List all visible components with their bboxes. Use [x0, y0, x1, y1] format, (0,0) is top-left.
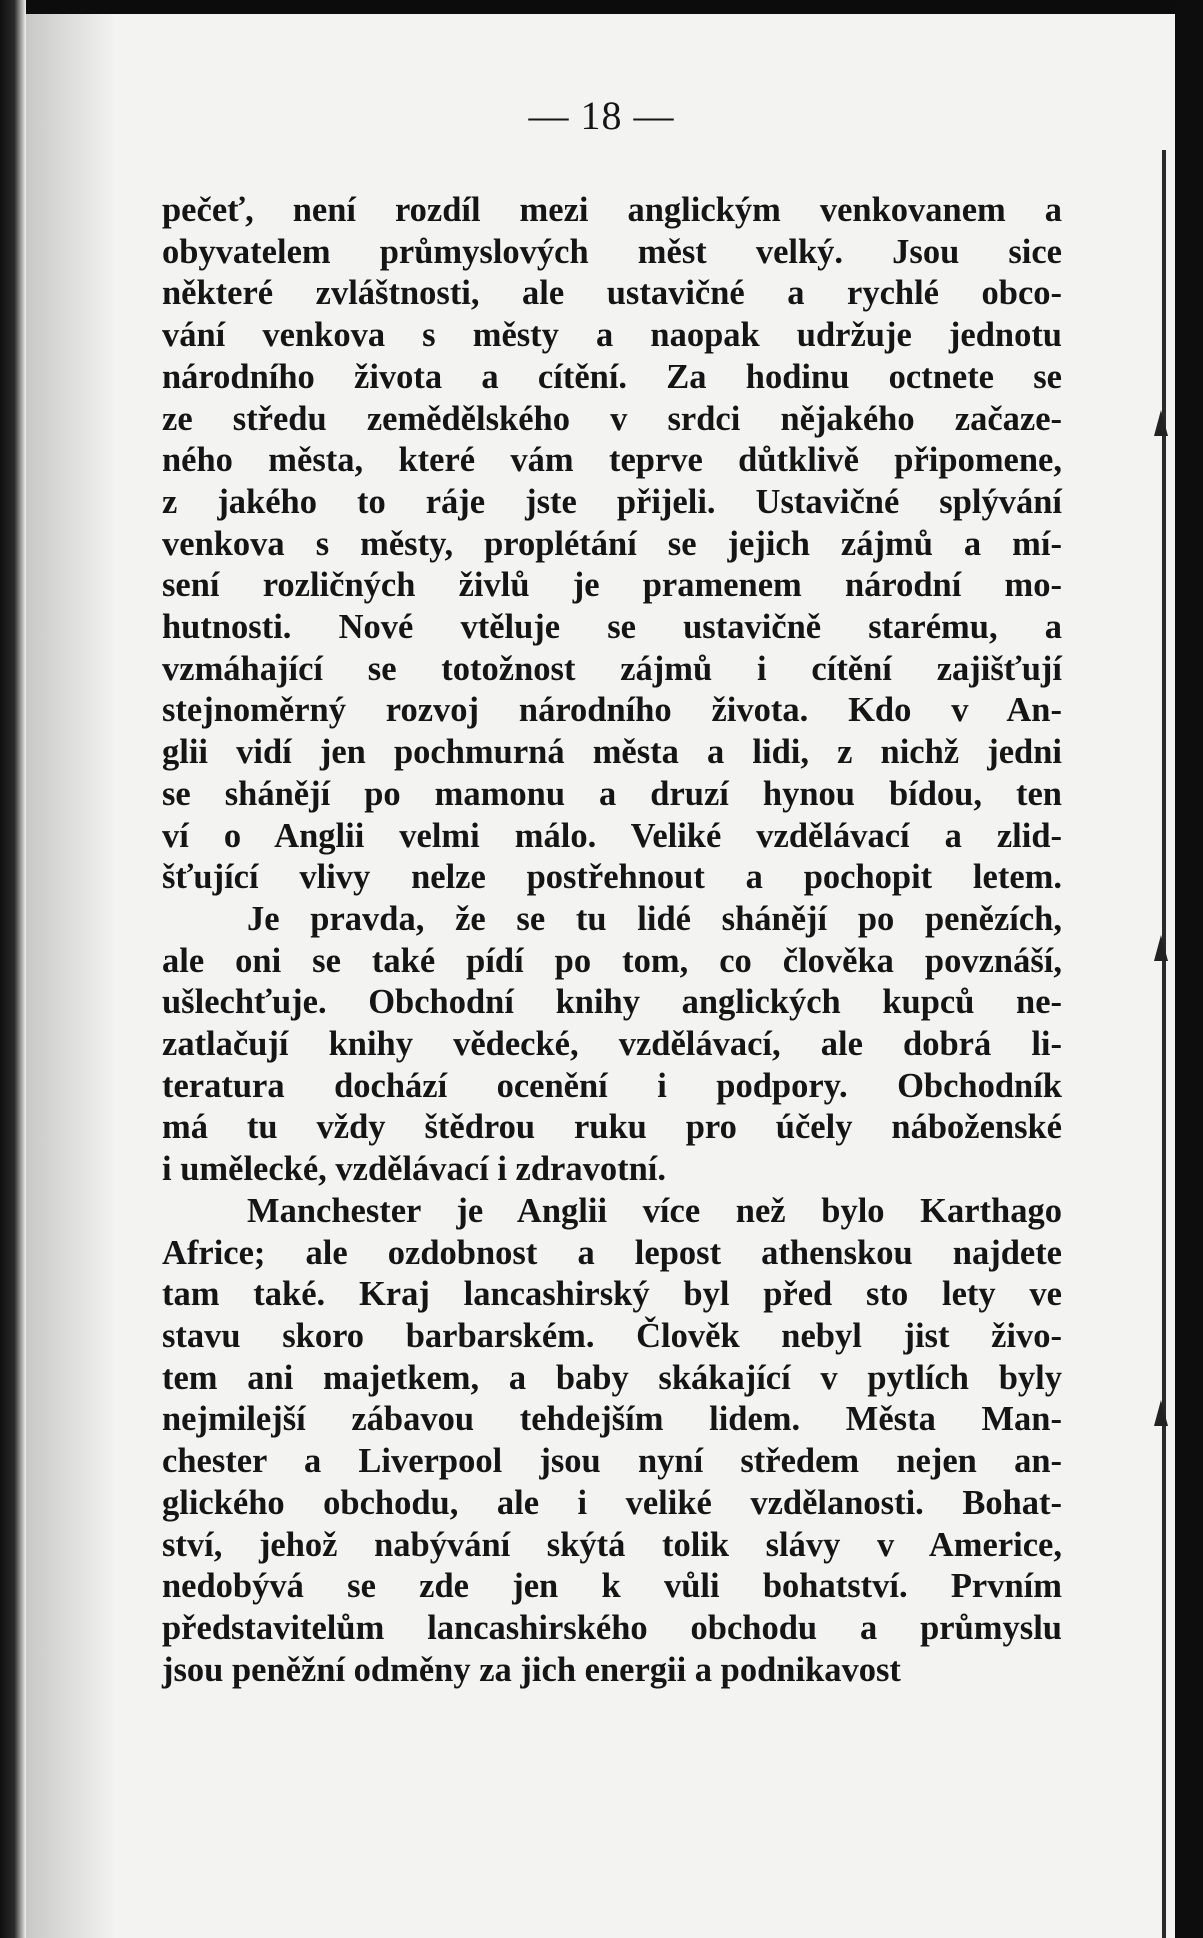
text-line: ušlechťuje. Obchodní knihy anglických kupců ne- — [162, 983, 1062, 1022]
text-line: představitelům lancashirského obchodu a průmyslu — [162, 1608, 1062, 1647]
text-line: ale oni se také pídí po tom, co člověka povznáší, — [162, 941, 1062, 980]
text-line: hutnosti. Nové vtěluje se ustavičně starému, a — [162, 608, 1062, 647]
text-line: Manchester je Anglii více než bylo Karthago — [247, 1191, 1062, 1230]
text-line: se shánějí po mamonu a druzí hynou bídou, ten — [162, 774, 1062, 813]
text-line: tem ani majetkem, a baby skákající v pytlích byly — [162, 1358, 1062, 1397]
text-line: tam také. Kraj lancashirský byl před sto lety ve — [162, 1275, 1062, 1314]
text-line: ství, jehož nabývání skýtá tolik slávy v Americe, — [162, 1525, 1062, 1564]
text-line: stejnoměrný rozvoj národního života. Kdo v An- — [162, 691, 1062, 730]
text-line: nejmilejší zábavou tehdejším lidem. Města Man- — [162, 1400, 1062, 1439]
text-line: vzmáhající se totožnost zájmů i cítění zajišťují — [162, 649, 1062, 688]
scan-edge-top — [0, 0, 1203, 14]
text-line: šťující vlivy nelze postřehnout a pochopit letem. — [162, 858, 1062, 897]
text-line: vání venkova s městy a naopak udržuje jednotu — [162, 316, 1062, 355]
text-line: obyvatelem průmyslových měst velký. Jsou sice — [162, 232, 1062, 271]
text-line: Je pravda, že se tu lidé shánějí po penězích, — [247, 899, 1062, 938]
text-line: venkova s městy, proplétání se jejich zájmů a mí- — [162, 524, 1062, 563]
text-line: pečeť, není rozdíl mezi anglickým venkovanem a — [162, 191, 1062, 229]
text-line: chester a Liverpool jsou nyní středem nejen an- — [162, 1442, 1062, 1481]
text-line: ného města, které vám teprve důtklivě připomene, — [162, 441, 1062, 480]
text-line: nedobývá se zde jen k vůli bohatství. Prvním — [162, 1567, 1062, 1606]
text-line: stavu skoro barbarském. Člověk nebyl jist živo- — [162, 1316, 1062, 1355]
text-line: glického obchodu, ale i veliké vzdělanosti. Bohat- — [162, 1483, 1062, 1522]
text-line: některé zvláštnosti, ale ustavičné a rychlé obco- — [162, 274, 1062, 313]
text-line: z jakého to ráje jste přijeli. Ustavičné splývání — [162, 482, 1062, 521]
text-line: jsou peněžní odměny za jich energii a podnikavost — [162, 1650, 901, 1689]
text-line: Africe; ale ozdobnost a lepost athenskou najdete — [162, 1233, 1062, 1272]
text-line: ze středu zemědělského v srdci nějakého začaze- — [162, 399, 1062, 438]
page-shadow — [26, 14, 116, 1938]
text-line: národního života a cítění. Za hodinu octnete se — [162, 357, 1062, 396]
text-line: teratura dochází ocenění i podpory. Obchodník — [162, 1066, 1062, 1105]
text-line: sení rozličných živlů je pramenem národní mo- — [162, 566, 1062, 605]
scan-edge-right — [1175, 0, 1203, 1938]
text-line: má tu vždy štědrou ruku pro účely náboženské — [162, 1108, 1062, 1147]
text-line: glii vidí jen pochmurná města a lidi, z nichž jedni — [162, 733, 1062, 772]
text-line: ví o Anglii velmi málo. Veliké vzdělávací a zlid- — [162, 816, 1062, 855]
text-line: i umělecké, vzdělávací i zdravotní. — [162, 1150, 666, 1189]
scan-edge-left — [0, 0, 26, 1938]
body-text — [162, 190, 1062, 1691]
page-number: — 18 — — [528, 93, 675, 138]
text-line: zatlačují knihy vědecké, vzdělávací, ale dobrá li- — [162, 1025, 1062, 1064]
